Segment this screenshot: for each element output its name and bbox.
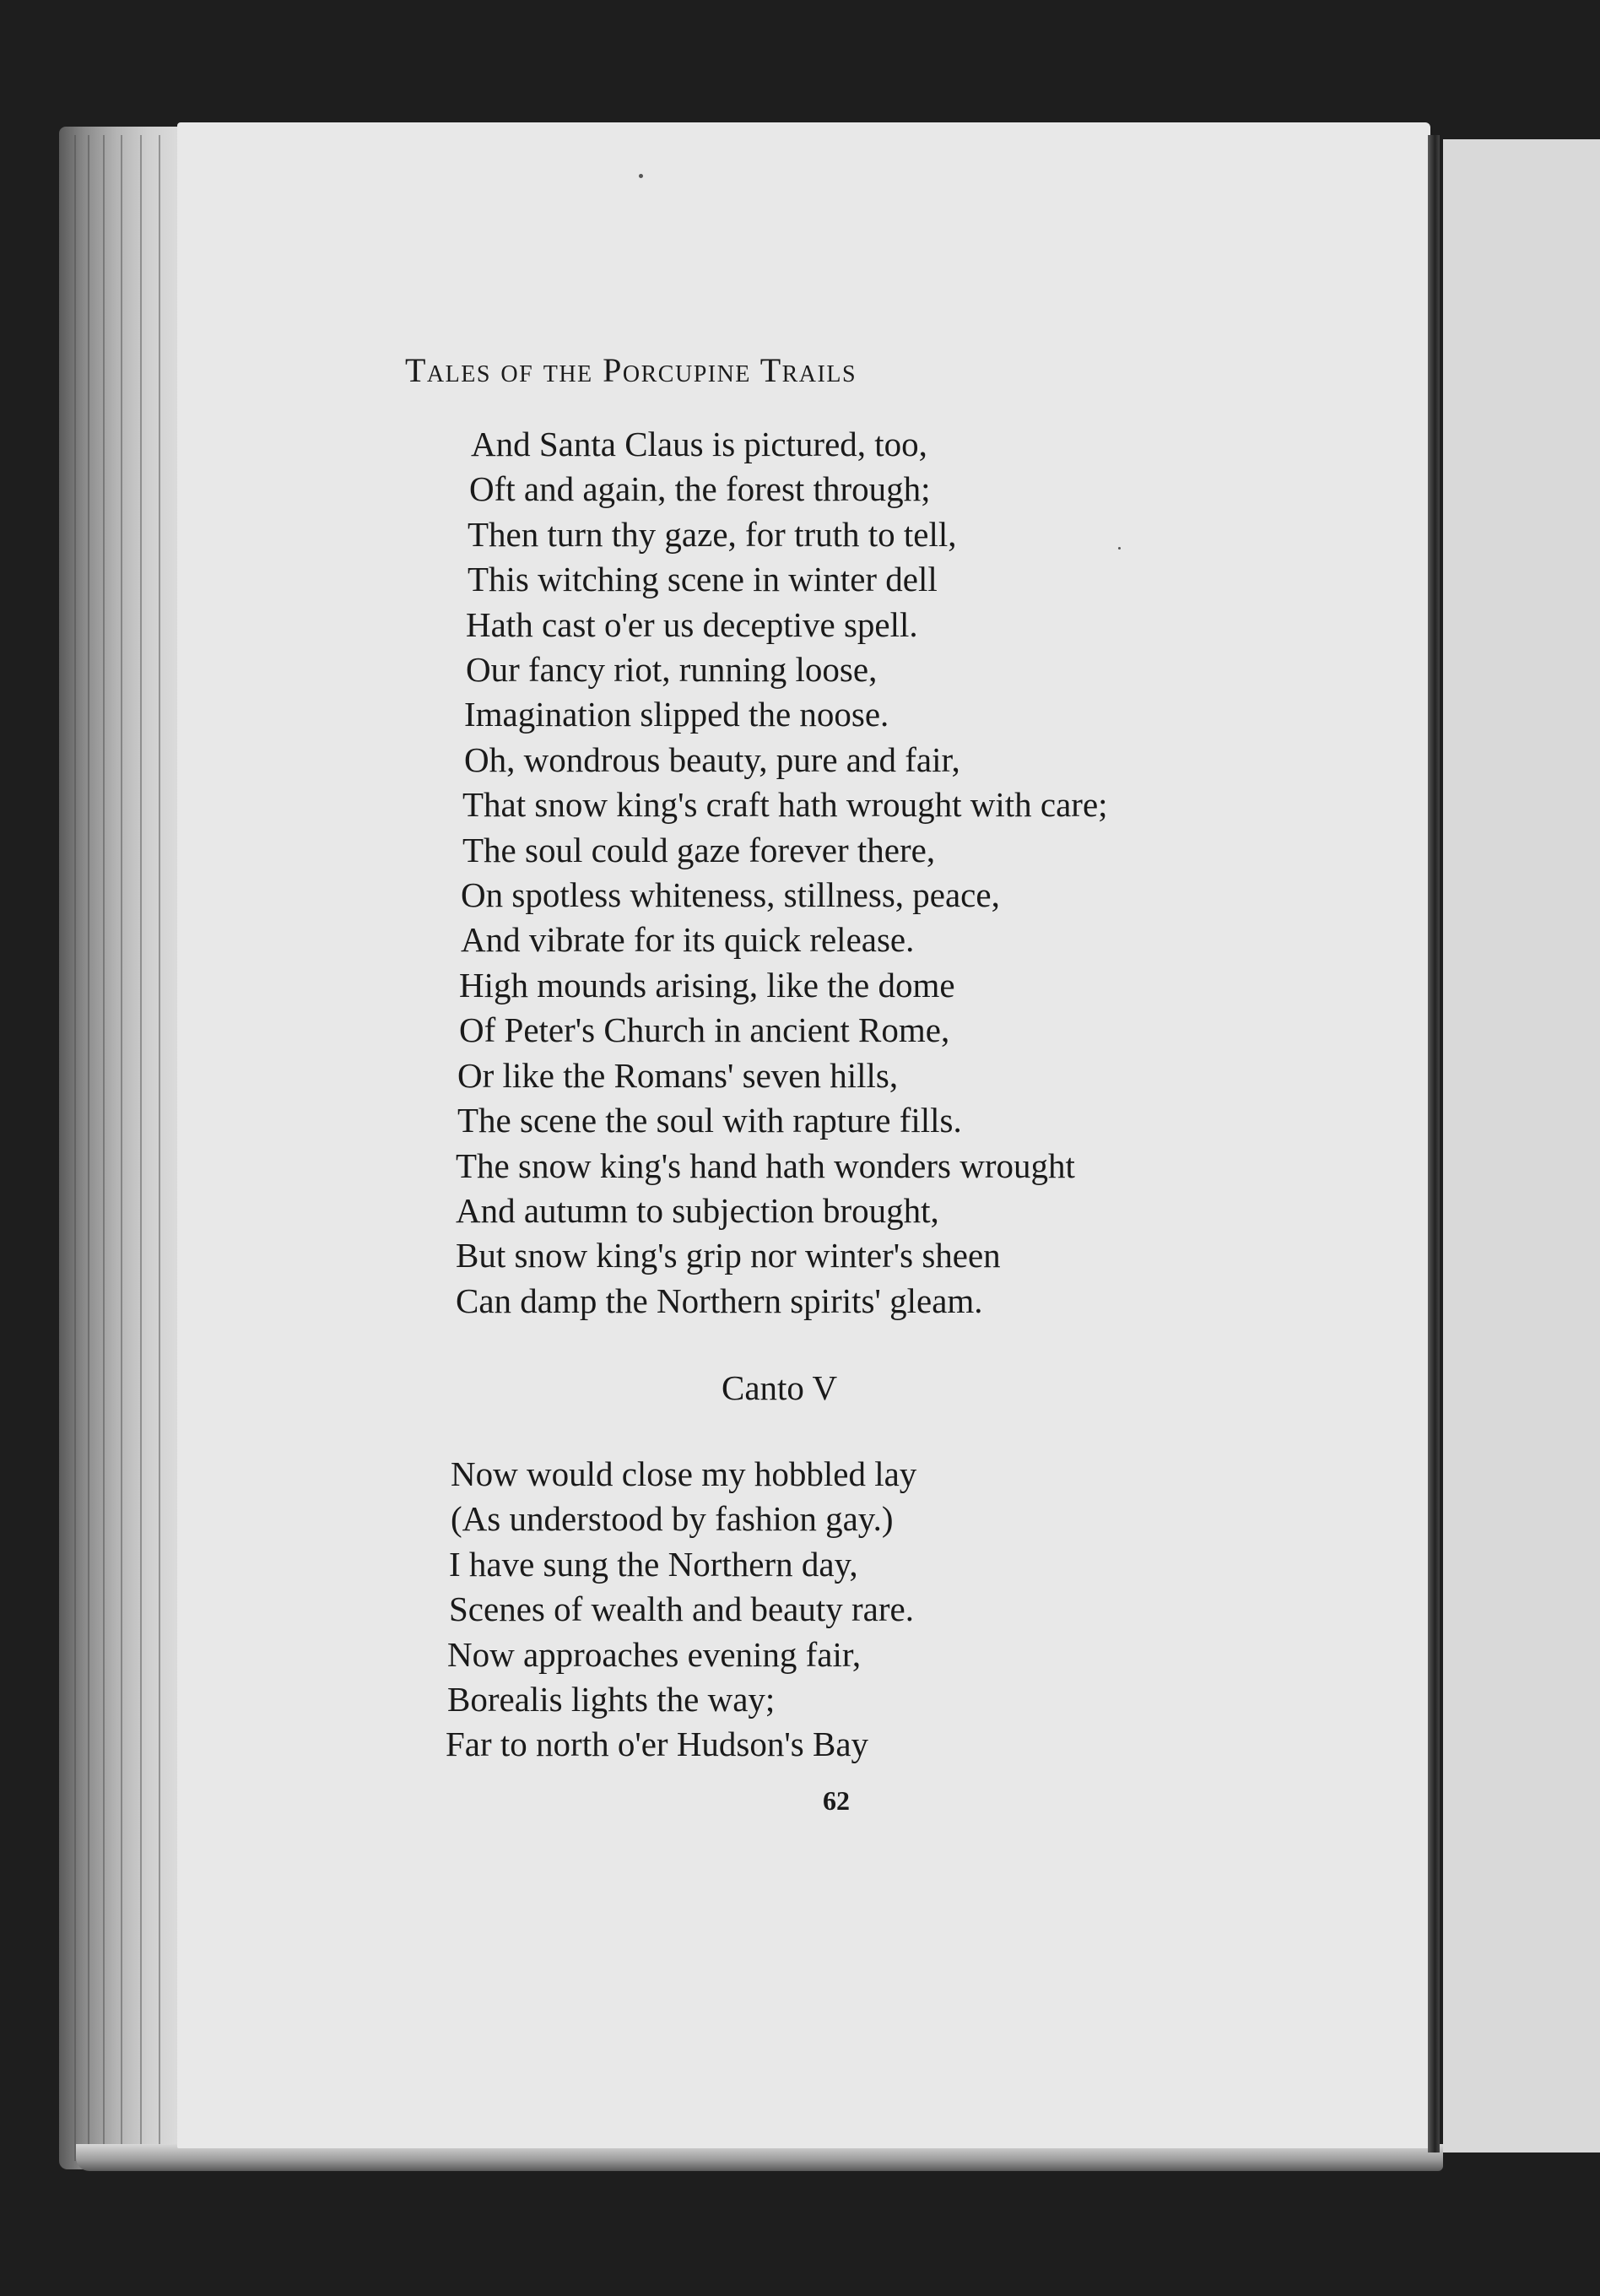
- verse-line: Hath cast o'er us deceptive spell.: [466, 604, 918, 644]
- verse-line: And Santa Claus is pictured, too,: [471, 425, 927, 463]
- verse-line: This witching scene in winter dell: [468, 560, 938, 599]
- verse-line: But snow king's grip nor winter's sheen: [456, 1236, 1001, 1275]
- verse-line: Our fancy riot, running loose,: [466, 650, 878, 690]
- book-gutter: [1428, 135, 1440, 2152]
- verse-line: The scene the soul with rapture fills.: [457, 1101, 962, 1140]
- verse-line: High mounds arising, like the dome: [459, 965, 955, 1004]
- page-edges: [59, 127, 186, 2169]
- verse-line: Or like the Romans' seven hills,: [457, 1055, 899, 1095]
- verse-line: Oh, wondrous beauty, pure and fair,: [464, 739, 960, 779]
- paper-speck: [639, 174, 643, 178]
- verse-line: On spotless whiteness, stillness, peace,: [461, 875, 1000, 915]
- verse-block: [456, 422, 1300, 1324]
- page-number: 62: [823, 1785, 850, 1816]
- verse-line: Scenes of wealth and beauty rare.: [449, 1589, 914, 1629]
- verse-line: I have sung the Northern day,: [449, 1544, 858, 1584]
- verse-line: Oft and again, the forest through;: [469, 469, 931, 509]
- verse-line: Then turn thy gaze, for truth to tell,: [468, 514, 957, 554]
- facing-page-edge: [1443, 139, 1600, 2152]
- verse-line: That snow king's craft hath wrought with care;: [462, 785, 1108, 825]
- verse-line: Far to north o'er Hudson's Bay: [446, 1725, 869, 1764]
- verse-line: Imagination slipped the noose.: [464, 695, 889, 734]
- verse-line: Now approaches evening fair,: [447, 1634, 862, 1674]
- canto-verse-block: [446, 1452, 1289, 1768]
- canto-heading: Canto V: [722, 1368, 838, 1407]
- running-head: Tales of the Porcupine Trails: [405, 351, 857, 389]
- verse-line: (As understood by fashion gay.): [451, 1499, 894, 1539]
- verse-line: Of Peter's Church in ancient Rome,: [459, 1010, 950, 1050]
- verse-line: Borealis lights the way;: [447, 1680, 776, 1719]
- verse-line: The snow king's hand hath wonders wrought: [456, 1145, 1075, 1185]
- verse-line: Now would close my hobbled lay: [451, 1454, 917, 1493]
- verse-line: The soul could gaze forever there,: [462, 830, 936, 869]
- verse-line: And vibrate for its quick release.: [461, 920, 915, 960]
- verse-line: Can damp the Northern spirits' gleam.: [456, 1281, 983, 1320]
- verse-line: And autumn to subjection brought,: [456, 1190, 939, 1230]
